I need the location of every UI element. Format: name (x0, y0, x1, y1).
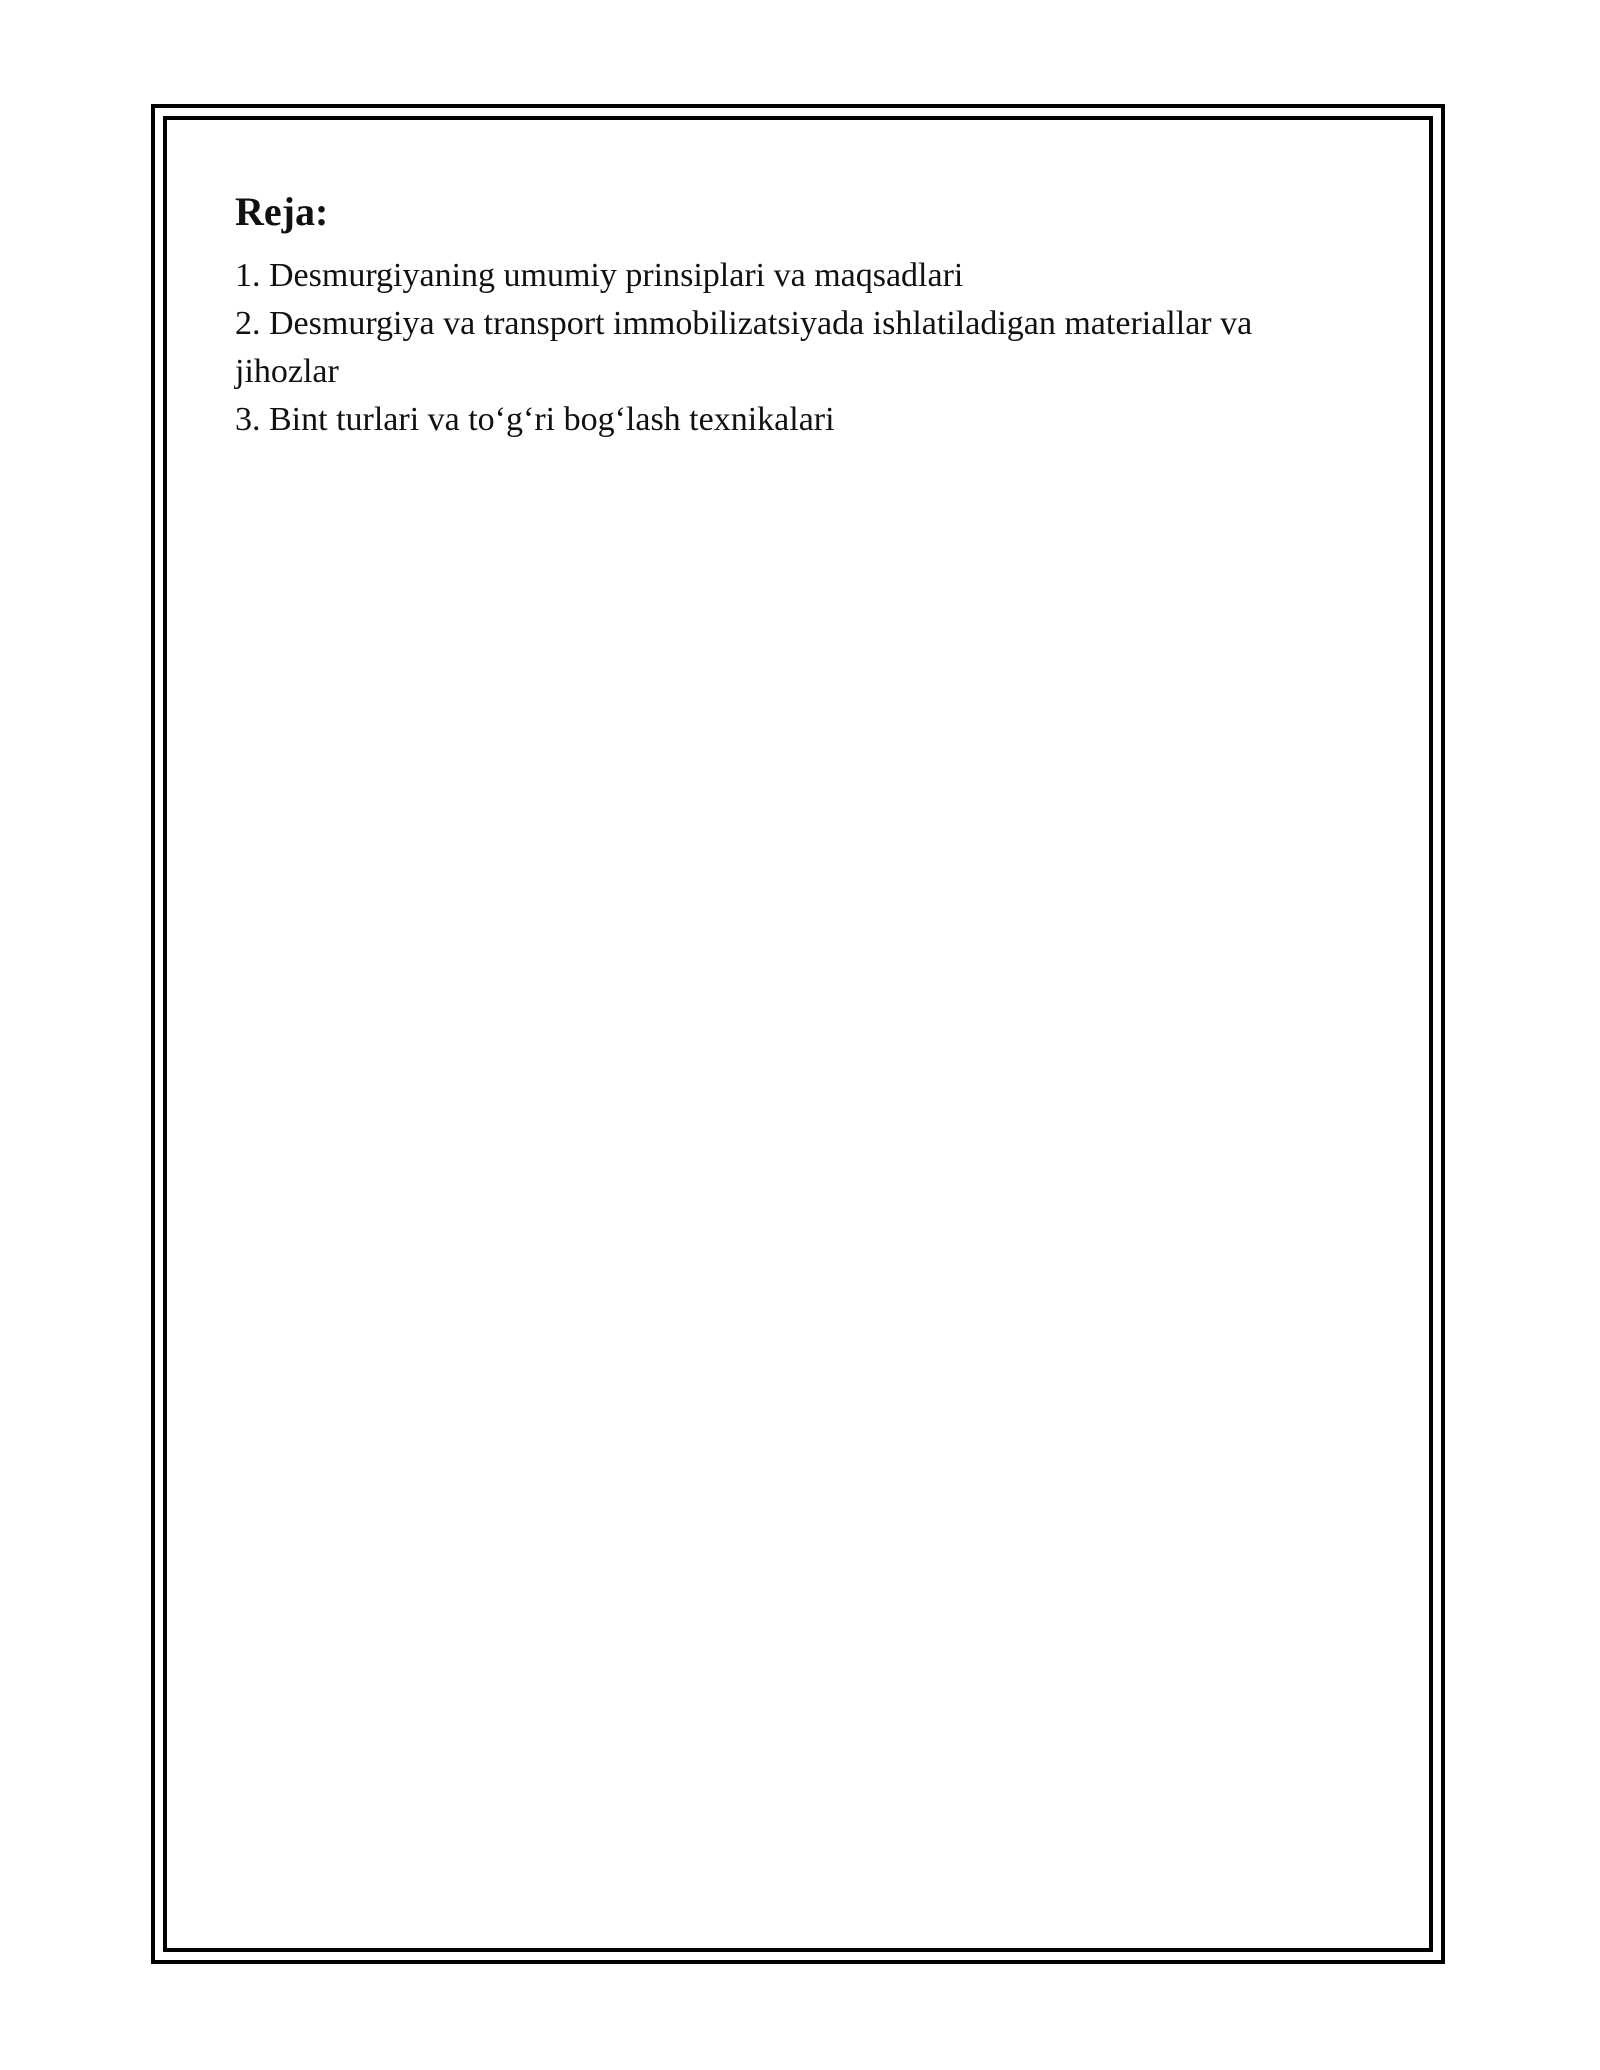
document-title: Reja: (235, 189, 329, 234)
plan-item-1: 1. Desmurgiyaning umumiy prinsiplari va maqsadlari (235, 257, 964, 294)
plan-item-3: 3. Bint turlari va to‘g‘ri bog‘lash texnikalari (235, 401, 835, 438)
document-content (235, 186, 1355, 444)
plan-item-2: 2. Desmurgiya va transport immobilizatsiyada ishlatiladigan materiallar va jihozlar (235, 305, 1253, 390)
plan-list (235, 252, 1355, 444)
